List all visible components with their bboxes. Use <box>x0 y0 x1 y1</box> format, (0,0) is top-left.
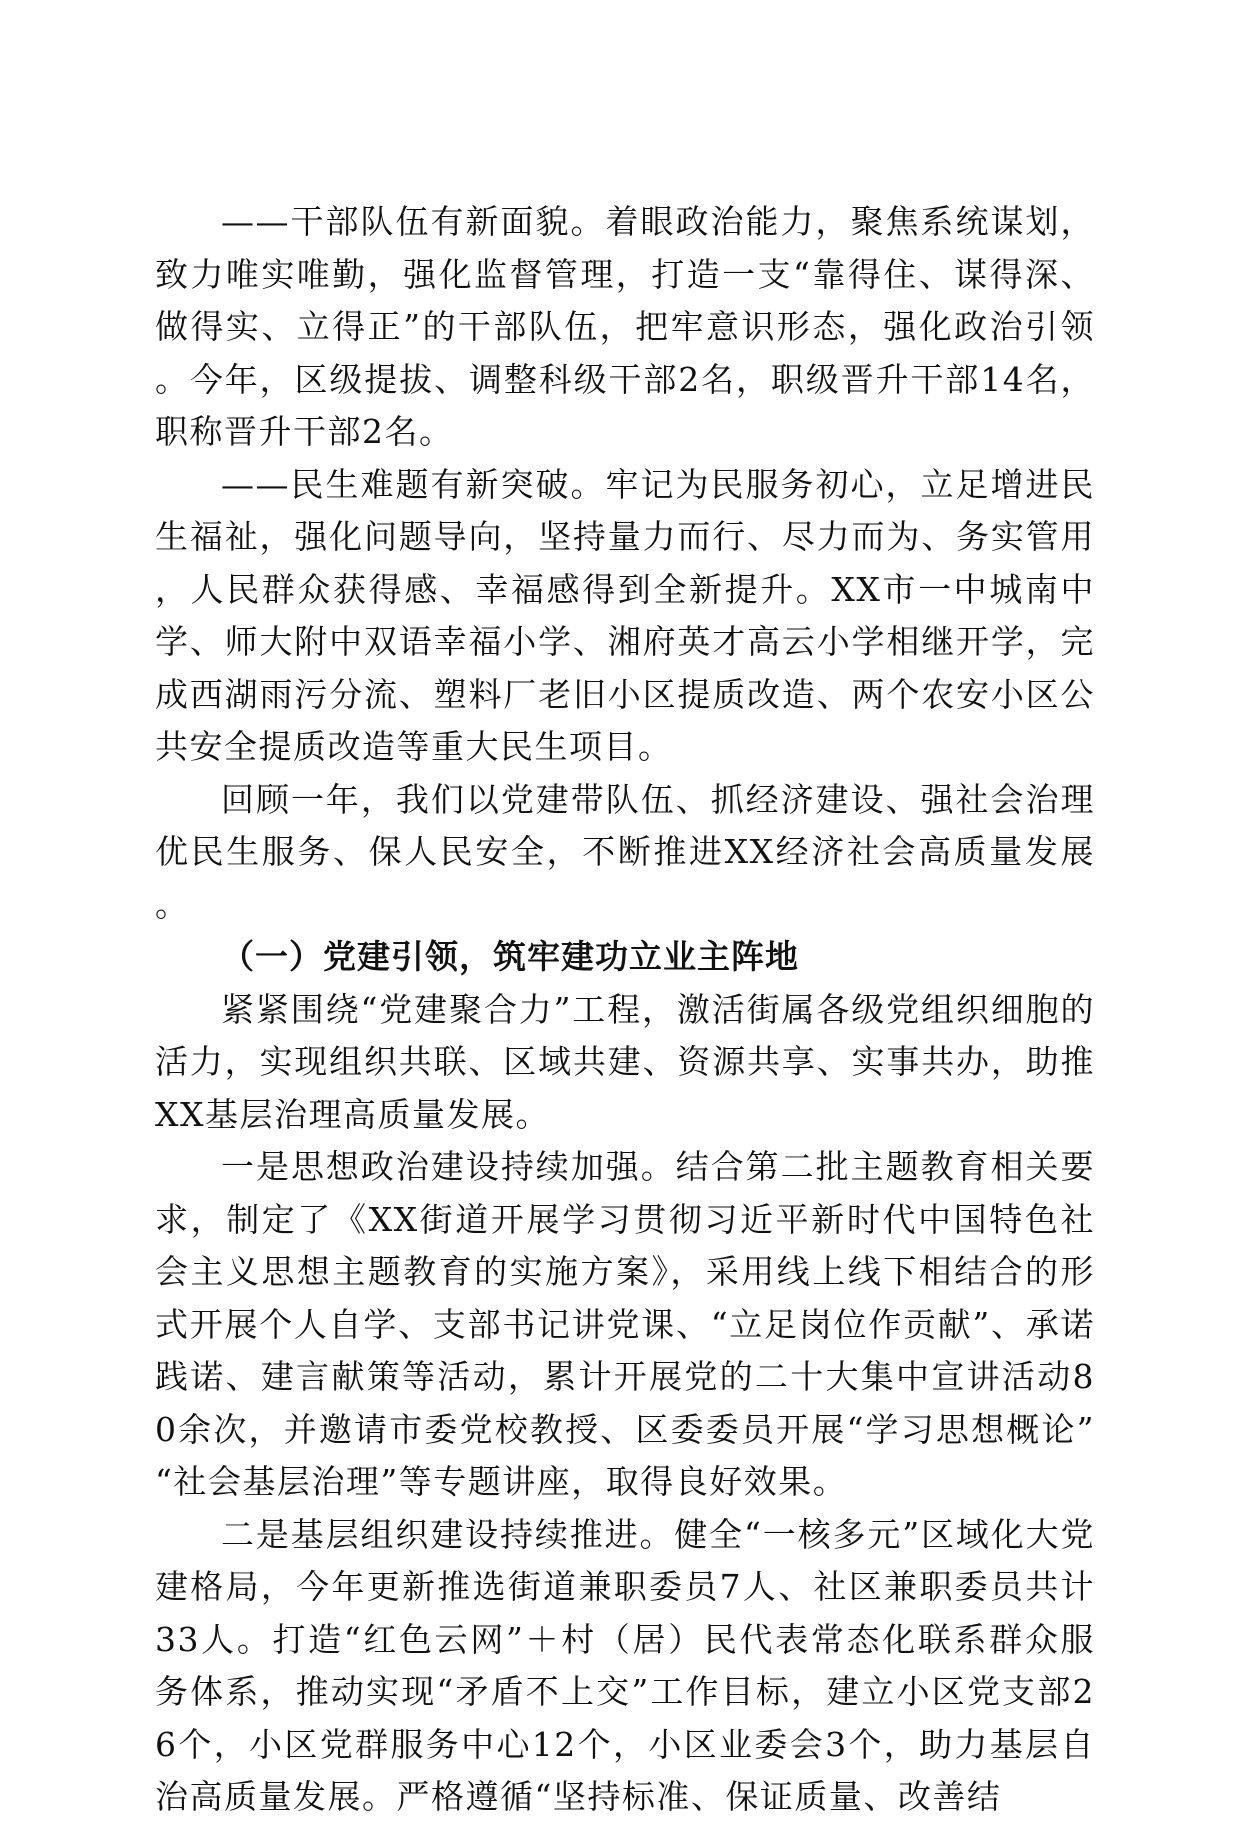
section-heading: （一）党建引领，筑牢建功立业主阵地 <box>221 937 799 976</box>
paragraph-ideological-building: 一是思想政治建设持续加强。结合第二批主题教育相关要求，制定了《XX街道开展学习贯彻习近平新时代中国特色社会主义思想主题教育的实施方案》，采用线上线下相结合的形式开展个人自学、支部书记讲党课、“立足岗位作贡献”、承诺践诺、建言献策等活动，累计开展党的二十大集中宣讲活动80余次，并邀请市委党校教授、区委委员开展“学习思想概论”“社会基层治理”等专题讲座，取得良好效果。 <box>155 1147 1095 1501</box>
paragraph-cadre-team: ——干部队伍有新面貌。着眼政治能力，聚焦系统谋划，致力唯实唯勤，强化监督管理，打造一支“靠得住、谋得深、做得实、立得正”的干部队伍，把牢意识形态，强化政治引领。今年，区级提拔、调整科级干部2名，职级晋升干部14名，职称晋升干部2名。 <box>155 202 1095 451</box>
paragraph-livelihood: ——民生难题有新突破。牢记为民服务初心，立足增进民生福祉，强化问题导向，坚持量力而行、尽力而为、务实管用，人民群众获得感、幸福感得到全新提升。XX市一中城南中学、师大附中双语幸福小学、湘府英才高云小学相继开学，完成西湖雨污分流、塑料厂老旧小区提质改造、两个农安小区公共安全提质改造等重大民生项目。 <box>155 464 1095 766</box>
paragraph-grassroots-organization: 二是基层组织建设持续推进。健全“一核多元”区域化大党建格局，今年更新推选街道兼职委员7人、社区兼职委员共计33人。打造“红色云网”＋村（居）民代表常态化联系群众服务体系，推动实现“矛盾不上交”工作目标，建立小区党支部26个，小区党群服务中心12个，小区业委会3个，助力基层自治高质量发展。严格遵循“坚持标准、保证质量、改善结 <box>155 1514 1095 1816</box>
document-body <box>155 196 1095 1824</box>
paragraph-party-building-intro: 紧紧围绕“党建聚合力”工程，激活街属各级党组织细胞的活力，实现组织共联、区域共建、资源共享、实事共办，助推XX基层治理高质量发展。 <box>155 989 1095 1134</box>
paragraph-review-year: 回顾一年，我们以党建带队伍、抓经济建设、强社会治理优民生服务、保人民安全，不断推进XX经济社会高质量发展。 <box>155 779 1095 924</box>
